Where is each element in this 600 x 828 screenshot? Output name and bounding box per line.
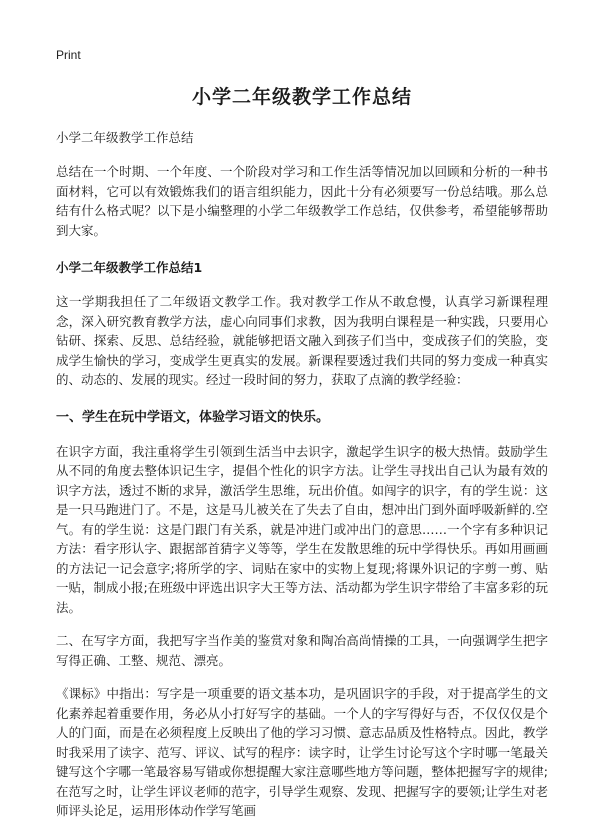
document-title: 小学二年级教学工作总结 (191, 86, 412, 108)
part-2-paragraph: 二、在写字方面，我把写字当作美的鉴赏对象和陶冶高尚情操的工具，一向强调学生把字写得正确、工整、规范、漂亮。 (56, 633, 548, 668)
document-subtitle: 小学二年级教学工作总结 (56, 130, 194, 145)
section-1-paragraph: 这一学期我担任了二年级语文教学工作。我对教学工作从不敢怠慢，认真学习新课程理念，深入研究教育教学方法，虚心向同事们求教，因为我明白课程是一种实践，只要用心钻研、探索、反思、总结经验，就能够把语文融入到孩子们当中，变成孩子们的笑脸，变成学生愉快的学习，变成学生更真实的发展。新课程要透过我们共同的努力变成一种真实的、动态的、发展的现实。经过一段时间的努力，获取了点滴的教学经验： (56, 294, 548, 387)
part-heading-1: 一、学生在玩中学语文，体验学习语文的快乐。 (56, 409, 330, 425)
part-1-paragraph: 在识字方面，我注重将学生引领到生活当中去识字，激起学生识字的极大热情。鼓励学生从不同的角度去整体识记生字，提倡个性化的识字方法。让学生寻找出自己认为最有效的识字方法，透过不断的求异，激活学生思维，玩出价值。如闯字的识字，有的学生说：这是一只马跑进门了。不是，这是马儿被关在了失去了自由，想冲出门到外面呼吸新鲜的.空气。有的学生说：这是门跟门有关系，就是冲进门或冲出门的意思……一个字有多种识记方法：看字形认字、跟据部首猜字义等等，学生在发散思维的玩中学得快乐。再如用画画的方法记一记会意字;将所学的字、词贴在家中的实物上复现;将课外识记的字剪一剪、贴一贴，制成小报;在班级中评选出识字大王等方法、活动都为学生识字带给了丰富多彩的玩法。 (56, 443, 548, 615)
print-label[interactable]: Print (56, 48, 81, 62)
part-3-paragraph: 《课标》中指出：写字是一项重要的语文基本功，是巩固识字的手段，对于提高学生的文化素养起着重要作用，务必从小打好写字的基础。一个人的字写得好与否，不仅仅仅是个人的门面，而是在必须程度上反映出了他的学习习惯、意志品质及性格特点。因此，教学时我采用了读字、范写、评议、试写的程序：读字时，让学生讨论写这个字时哪一笔最关键写这个字哪一笔最容易写错或你想提醒大家注意哪些地方等问题，整体把握写字的规律;在范写之时，让学生评议老师的范字，引导学生观察、发现、把握写字的要领;让学生对老师评头论足，运用形体动作学写笔画 (56, 686, 548, 818)
section-heading-1: 小学二年级教学工作总结1 (56, 260, 203, 275)
intro-paragraph: 总结在一个时期、一个年度、一个阶段对学习和工作生活等情况加以回顾和分析的一种书面材料，它可以有效锻炼我们的语言组织能力，因此十分有必须要写一份总结哦。那么总结有什么格式呢？以下是小编整理的小学二年级教学工作总结，仅供参考，希望能够帮助到大家。 (56, 164, 548, 238)
